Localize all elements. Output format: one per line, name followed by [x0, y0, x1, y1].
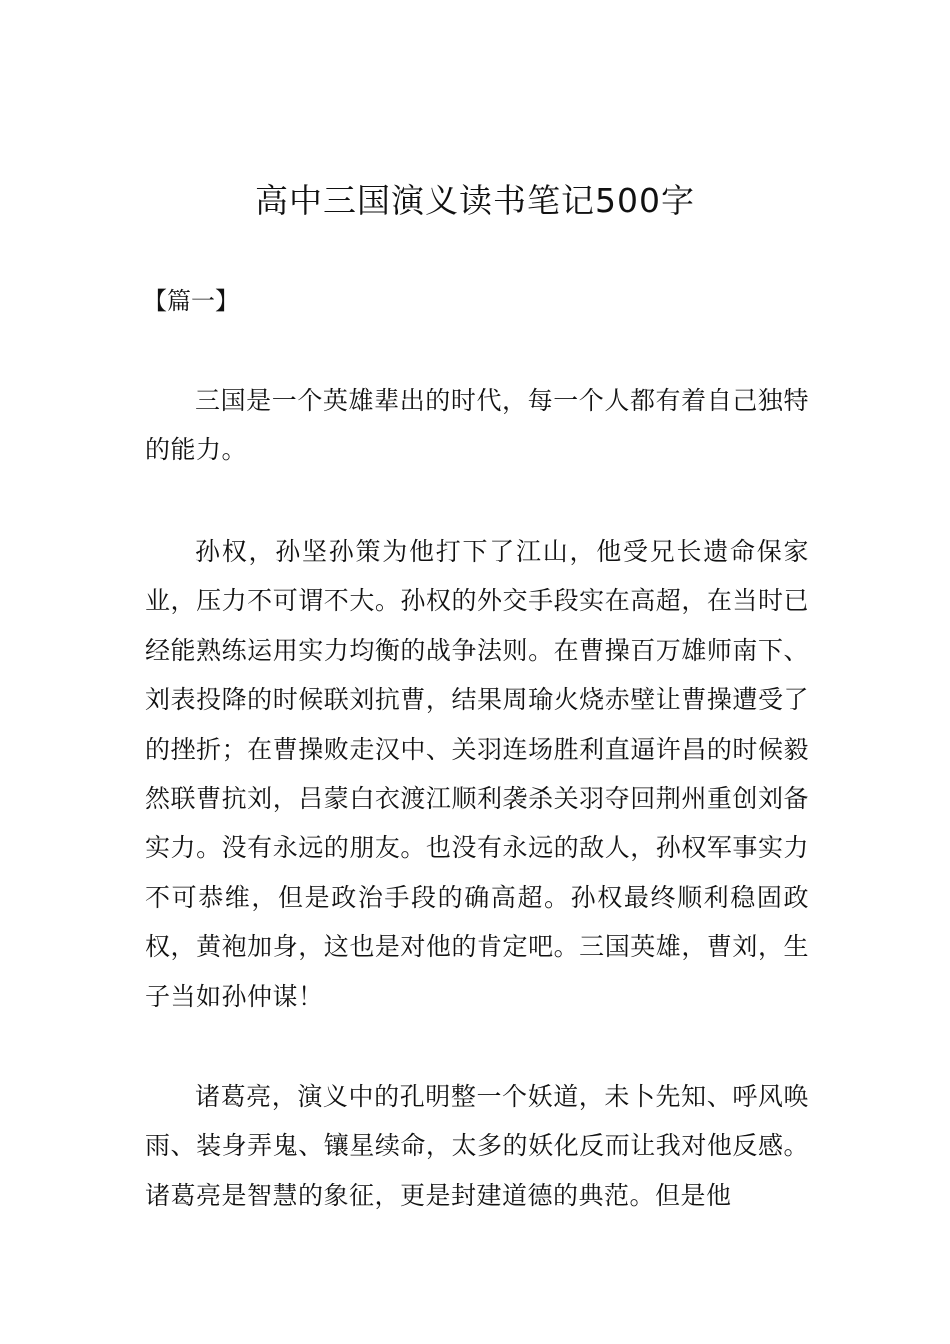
- paragraph-3: 诸葛亮，演义中的孔明整一个妖道，未卜先知、呼风唤雨、装身弄鬼、镶星续命，太多的妖化反而让我对他反感。诸葛亮是智慧的象征，更是封建道德的典范。但是他: [145, 1082, 809, 1210]
- section-label: 【篇一】: [143, 287, 239, 315]
- paragraph-1: 三国是一个英雄辈出的时代，每一个人都有着自己独特的能力。: [145, 386, 809, 465]
- document-title: 高中三国演义读书笔记500字: [255, 181, 695, 220]
- paragraph-2: 孙权，孙坚孙策为他打下了江山，他受兄长遗命保家业，压力不可谓不大。孙权的外交手段实在高超，在当时已经能熟练运用实力均衡的战争法则。在曹操百万雄师南下、刘表投降的时候联刘抗曹，结果周瑜火烧赤壁让曹操遭受了的挫折；在曹操败走汉中、关羽连场胜利直逼许昌的时候毅然联曹抗刘，吕蒙白衣渡江顺利袭杀关羽夺回荆州重创刘备实力。没有永远的朋友。也没有永远的敌人，孙权军事实力不可恭维，但是政治手段的确高超。孙权最终顺利稳固政权，黄袍加身，这也是对他的肯定吧。三国英雄，曹刘，生子当如孙仲谋！: [145, 537, 809, 1011]
